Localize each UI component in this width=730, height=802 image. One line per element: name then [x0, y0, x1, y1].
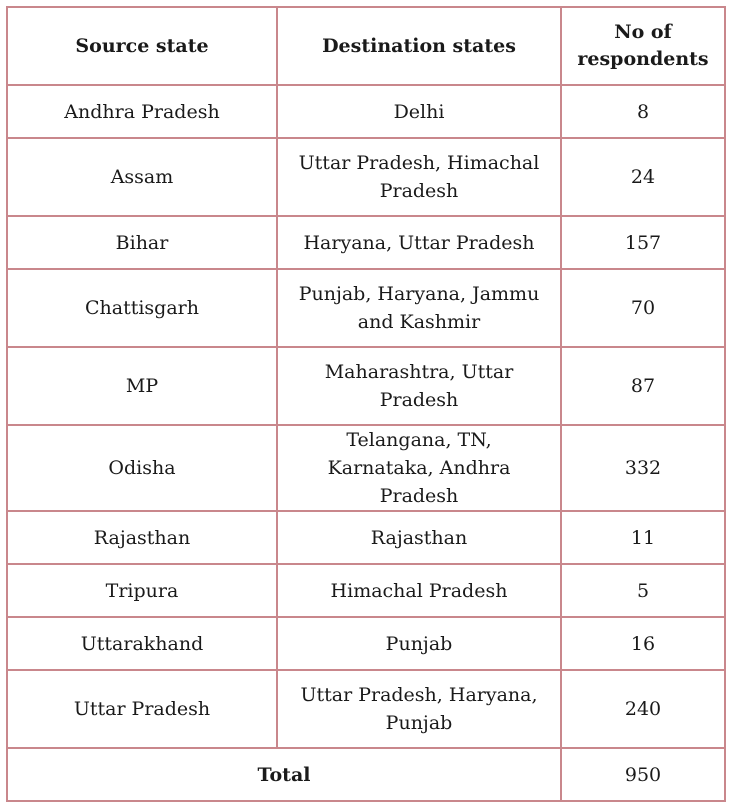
table-row — [7, 617, 725, 670]
header-destination-states: Destination states — [277, 7, 561, 85]
table-total-row — [7, 748, 725, 801]
table-row — [7, 347, 725, 425]
table-row — [7, 138, 725, 216]
table-row — [7, 216, 725, 269]
cell-source-state: Uttar Pradesh — [7, 670, 277, 748]
cell-source-state: Assam — [7, 138, 277, 216]
table-header-row — [7, 7, 725, 85]
cell-destination-states: Punjab — [277, 617, 561, 670]
cell-destination-states: Rajasthan — [277, 511, 561, 564]
cell-source-state: Rajasthan — [7, 511, 277, 564]
cell-respondents: 87 — [561, 347, 725, 425]
table-row — [7, 564, 725, 617]
table-row — [7, 85, 725, 138]
cell-source-state: Uttarakhand — [7, 617, 277, 670]
table-row — [7, 425, 725, 511]
cell-respondents: 11 — [561, 511, 725, 564]
cell-respondents: 332 — [561, 425, 725, 511]
cell-destination-states: Telangana, TN, Karnataka, Andhra Pradesh — [277, 425, 561, 511]
cell-destination-states: Punjab, Haryana, Jammu and Kashmir — [277, 269, 561, 347]
cell-source-state: MP — [7, 347, 277, 425]
cell-source-state: Chattisgarh — [7, 269, 277, 347]
cell-respondents: 24 — [561, 138, 725, 216]
cell-destination-states: Delhi — [277, 85, 561, 138]
cell-respondents: 5 — [561, 564, 725, 617]
cell-destination-states: Haryana, Uttar Pradesh — [277, 216, 561, 269]
table-row — [7, 670, 725, 748]
cell-destination-states: Uttar Pradesh, Himachal Pradesh — [277, 138, 561, 216]
respondents-table — [6, 6, 726, 802]
cell-destination-states: Maharashtra, Uttar Pradesh — [277, 347, 561, 425]
cell-source-state: Andhra Pradesh — [7, 85, 277, 138]
cell-destination-states: Uttar Pradesh, Haryana, Punjab — [277, 670, 561, 748]
total-label: Total — [7, 748, 561, 801]
cell-source-state: Odisha — [7, 425, 277, 511]
cell-respondents: 157 — [561, 216, 725, 269]
total-value: 950 — [561, 748, 725, 801]
cell-source-state: Bihar — [7, 216, 277, 269]
cell-respondents: 8 — [561, 85, 725, 138]
respondents-table-container — [6, 6, 724, 802]
cell-source-state: Tripura — [7, 564, 277, 617]
cell-destination-states: Himachal Pradesh — [277, 564, 561, 617]
header-source-state: Source state — [7, 7, 277, 85]
header-no-of-respondents: No of respondents — [561, 7, 725, 85]
cell-respondents: 70 — [561, 269, 725, 347]
table-row — [7, 269, 725, 347]
cell-respondents: 240 — [561, 670, 725, 748]
cell-respondents: 16 — [561, 617, 725, 670]
table-row — [7, 511, 725, 564]
